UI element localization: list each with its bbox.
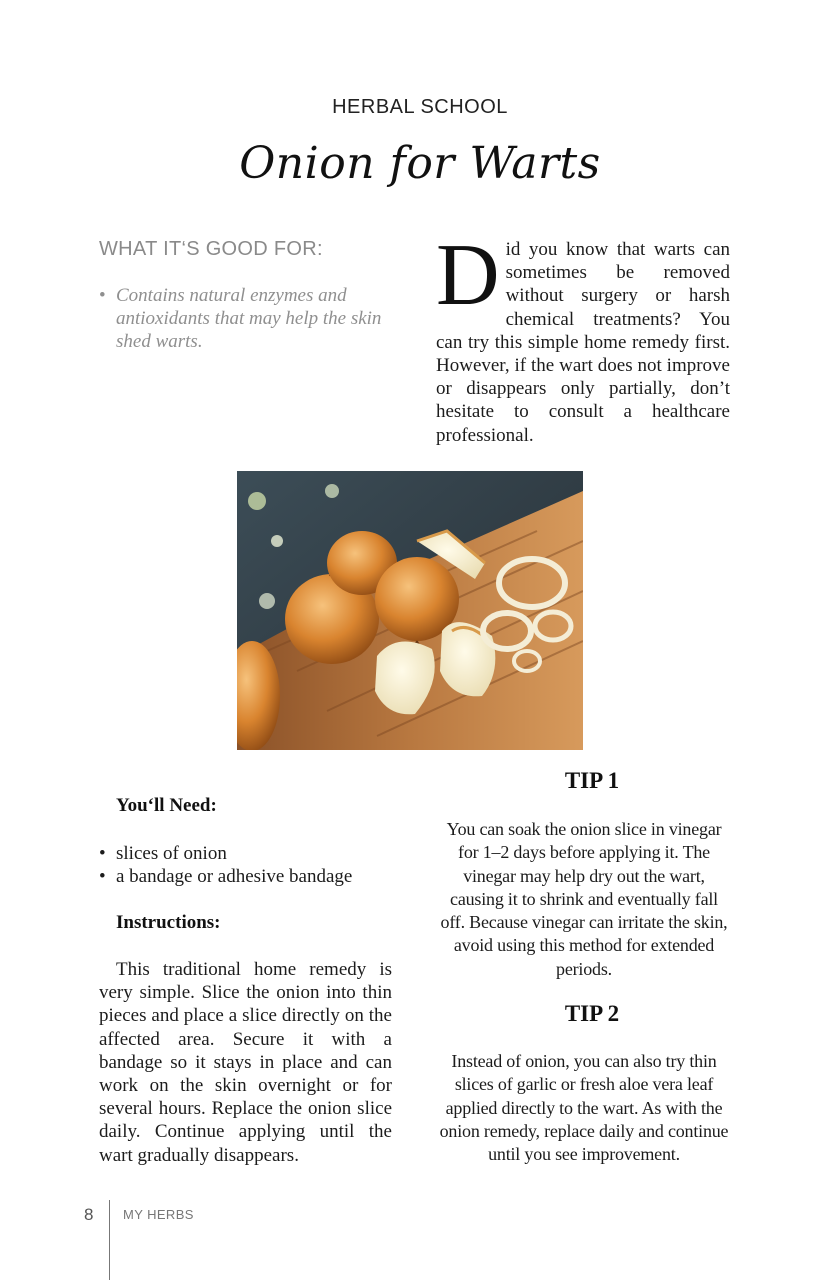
page-number: 8	[84, 1205, 94, 1224]
bullet-icon: •	[99, 866, 106, 887]
page-title: Onion for Warts	[239, 138, 601, 189]
need-item-text: a bandage or adhesive bandage	[116, 866, 353, 887]
footer-divider	[109, 1200, 110, 1280]
drop-cap: D	[436, 227, 500, 324]
bullet-icon: •	[99, 843, 106, 864]
onion-photo	[237, 471, 583, 750]
good-for-item-text: Contains natural enzymes and antioxidants that may help the skin shed warts.	[116, 285, 382, 352]
tip-1-text: You can soak the onion slice in vinegar for 1–2 days before applying it. The vinegar may help dry out the wart, causing it to shrink and eventually fall off. Because vinegar can irritate the skin, avoid using this method for extended periods.	[440, 819, 728, 979]
tip-2-text: Instead of onion, you can also try thin slices of garlic or fresh aloe vera leaf applied directly to the wart. As with the onion remedy, replace daily and continue until you see improvement.	[439, 1051, 729, 1165]
bullet-icon: •	[99, 285, 106, 306]
intro-text: id you know that warts can sometimes be removed without surgery or harsh chemical treatments? You can try this simple home remedy first. However, if the wart does not improve or disappears only partially, don’t hesitate to consult a healthcare professional.	[436, 239, 730, 446]
tip-1-heading: TIP 1	[564, 768, 620, 793]
footer-section-label: MY HERBS	[123, 1207, 194, 1222]
instructions-text: This traditional home remedy is very simple. Slice the onion into thin pieces and place a slice directly on the affected area. Secure it with a bandage so it stays in place and can work on the skin overnight or for several hours. Replace the onion slice daily. Continue applying until the wart gradually disappears.	[99, 959, 392, 1166]
list-item	[99, 284, 399, 353]
needs-heading: You‘ll Need:	[116, 795, 217, 816]
list-item	[99, 842, 399, 865]
list-item	[99, 865, 399, 888]
tip-2-heading: TIP 2	[564, 1001, 620, 1026]
section-kicker: HERBAL SCHOOL	[332, 96, 508, 118]
instructions-heading: Instructions:	[116, 912, 221, 933]
good-for-heading: WHAT IT‘S GOOD FOR:	[99, 238, 323, 260]
needs-list	[99, 842, 399, 888]
need-item-text: slices of onion	[116, 843, 227, 864]
good-for-list	[99, 284, 399, 353]
intro-paragraph	[436, 227, 730, 447]
